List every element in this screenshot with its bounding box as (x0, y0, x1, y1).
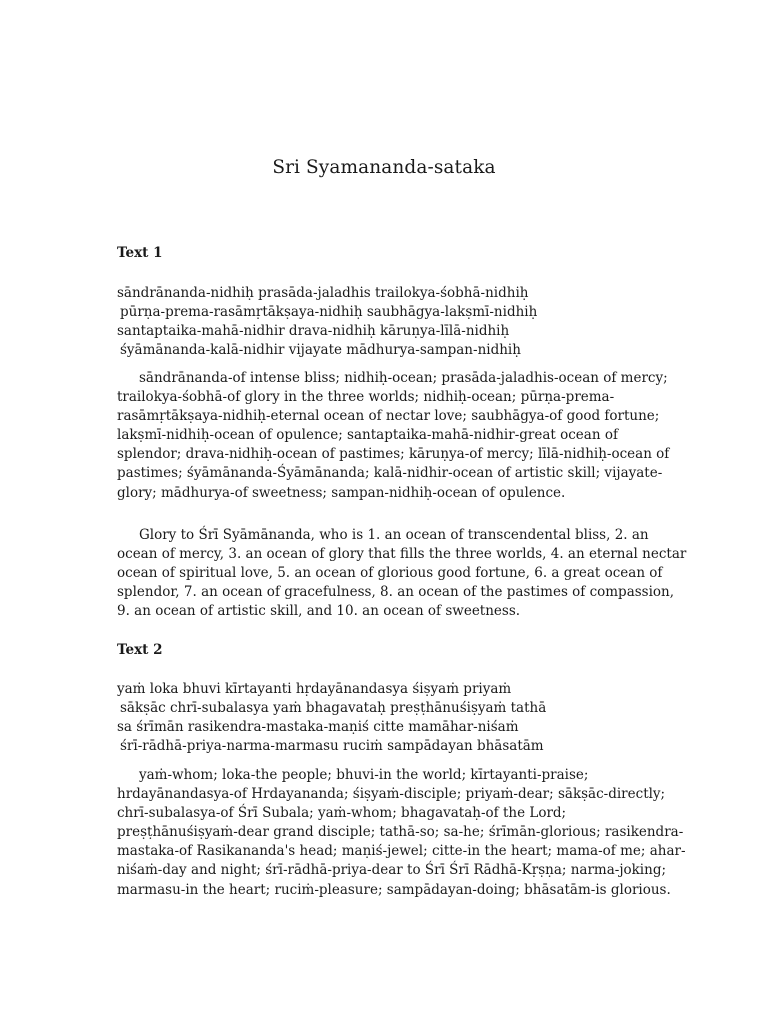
verse-line: pūrṇa-prema-rasāmṛtākṣaya-nidhiḥ saubhāgya-lakṣmī-nidhiḥ (120, 304, 538, 321)
text-1-verse (117, 284, 657, 360)
synonyms-line: niśaṁ-day and night; śrī-rādhā-priya-dear to Śrī Śrī Rādhā-Kṛṣṇa; narma-joking; (117, 862, 667, 879)
synonyms-line: hrdayānandasya-of Hrdayananda; śiṣyaṁ-disciple; priyaṁ-dear; sākṣāc-directly; (117, 786, 666, 803)
synonyms-line: lakṣmī-nidhiḥ-ocean of opulence; santaptaika-mahā-nidhir-great ocean of (117, 427, 618, 444)
translation-line: splendor, 7. an ocean of gracefulness, 8. an ocean of the pastimes of compassion, (117, 584, 675, 601)
synonyms-line: marmasu-in the heart; ruciṁ-pleasure; sampādayan-doing; bhāsatām-is glorious. (117, 881, 671, 898)
text-1-translation (117, 526, 687, 621)
text-2-verse (117, 680, 657, 756)
page-title: Sri Syamananda-sataka (272, 157, 496, 178)
text-2-heading: Text 2 (117, 642, 163, 658)
synonyms-line: pastimes; śyāmānanda-Śyāmānanda; kalā-nidhir-ocean of artistic skill; vijayate- (117, 465, 663, 482)
verse-line: yaṁ loka bhuvi kīrtayanti hṛdayānandasya śiṣyaṁ priyaṁ (117, 681, 512, 697)
verse-line: santaptaika-mahā-nidhir drava-nidhiḥ kāruṇya-līlā-nidhiḥ (117, 323, 510, 340)
synonyms-line: preṣṭhānuśiṣyaṁ-dear grand disciple; tathā-so; sa-he; śrīmān-glorious; rasikendra- (117, 824, 684, 841)
verse-line: śrī-rādhā-priya-narma-marmasu ruciṁ sampādayan bhāsatām (120, 738, 544, 755)
synonyms-line: splendor; drava-nidhiḥ-ocean of pastimes; kāruṇya-of mercy; līlā-nidhiḥ-ocean of (117, 446, 670, 463)
verse-line: sāndrānanda-nidhiḥ prasāda-jaladhis trailokya-śobhā-nidhiḥ (117, 285, 529, 301)
translation-line: ocean of spiritual love, 5. an ocean of glorious good fortune, 6. a great ocean of (117, 565, 663, 582)
translation-line: Glory to Śrī Syāmānanda, who is 1. an ocean of transcendental bliss, 2. an (139, 527, 649, 543)
text-1-heading: Text 1 (117, 245, 163, 261)
synonyms-line: yaṁ-whom; loka-the people; bhuvi-in the world; kīrtayanti-praise; (139, 767, 589, 783)
text-2-synonyms (117, 766, 686, 900)
verse-line: sākṣāc chrī-subalasya yaṁ bhagavataḥ preṣṭhānuśiṣyaṁ tathā (120, 700, 547, 717)
verse-line: sa śrīmān rasikendra-mastaka-maṇiś citte mamāhar-niśaṁ (117, 719, 519, 736)
synonyms-line: trailokya-śobhā-of glory in the three worlds; nidhiḥ-ocean; pūrṇa-prema- (117, 389, 615, 406)
synonyms-line: rasāmṛtākṣaya-nidhiḥ-eternal ocean of nectar love; saubhāgya-of good fortune; (117, 408, 660, 425)
synonyms-line: glory; mādhurya-of sweetness; sampan-nidhiḥ-ocean of opulence. (117, 484, 566, 501)
text-1-synonyms (117, 369, 670, 503)
verse-line: śyāmānanda-kalā-nidhir vijayate mādhurya-sampan-nidhiḥ (120, 342, 521, 359)
translation-line: 9. an ocean of artistic skill, and 10. an ocean of sweetness. (117, 603, 521, 620)
translation-line: ocean of mercy, 3. an ocean of glory that fills the three worlds, 4. an eternal nectar (117, 546, 687, 563)
synonyms-line: chrī-subalasya-of Śrī Subala; yaṁ-whom; bhagavataḥ-of the Lord; (117, 805, 567, 822)
synonyms-line: mastaka-of Rasikananda's head; maṇiś-jewel; citte-in the heart; mama-of me; ahar- (117, 843, 686, 860)
synonyms-line: sāndrānanda-of intense bliss; nidhiḥ-ocean; prasāda-jaladhis-ocean of mercy; (139, 370, 668, 386)
